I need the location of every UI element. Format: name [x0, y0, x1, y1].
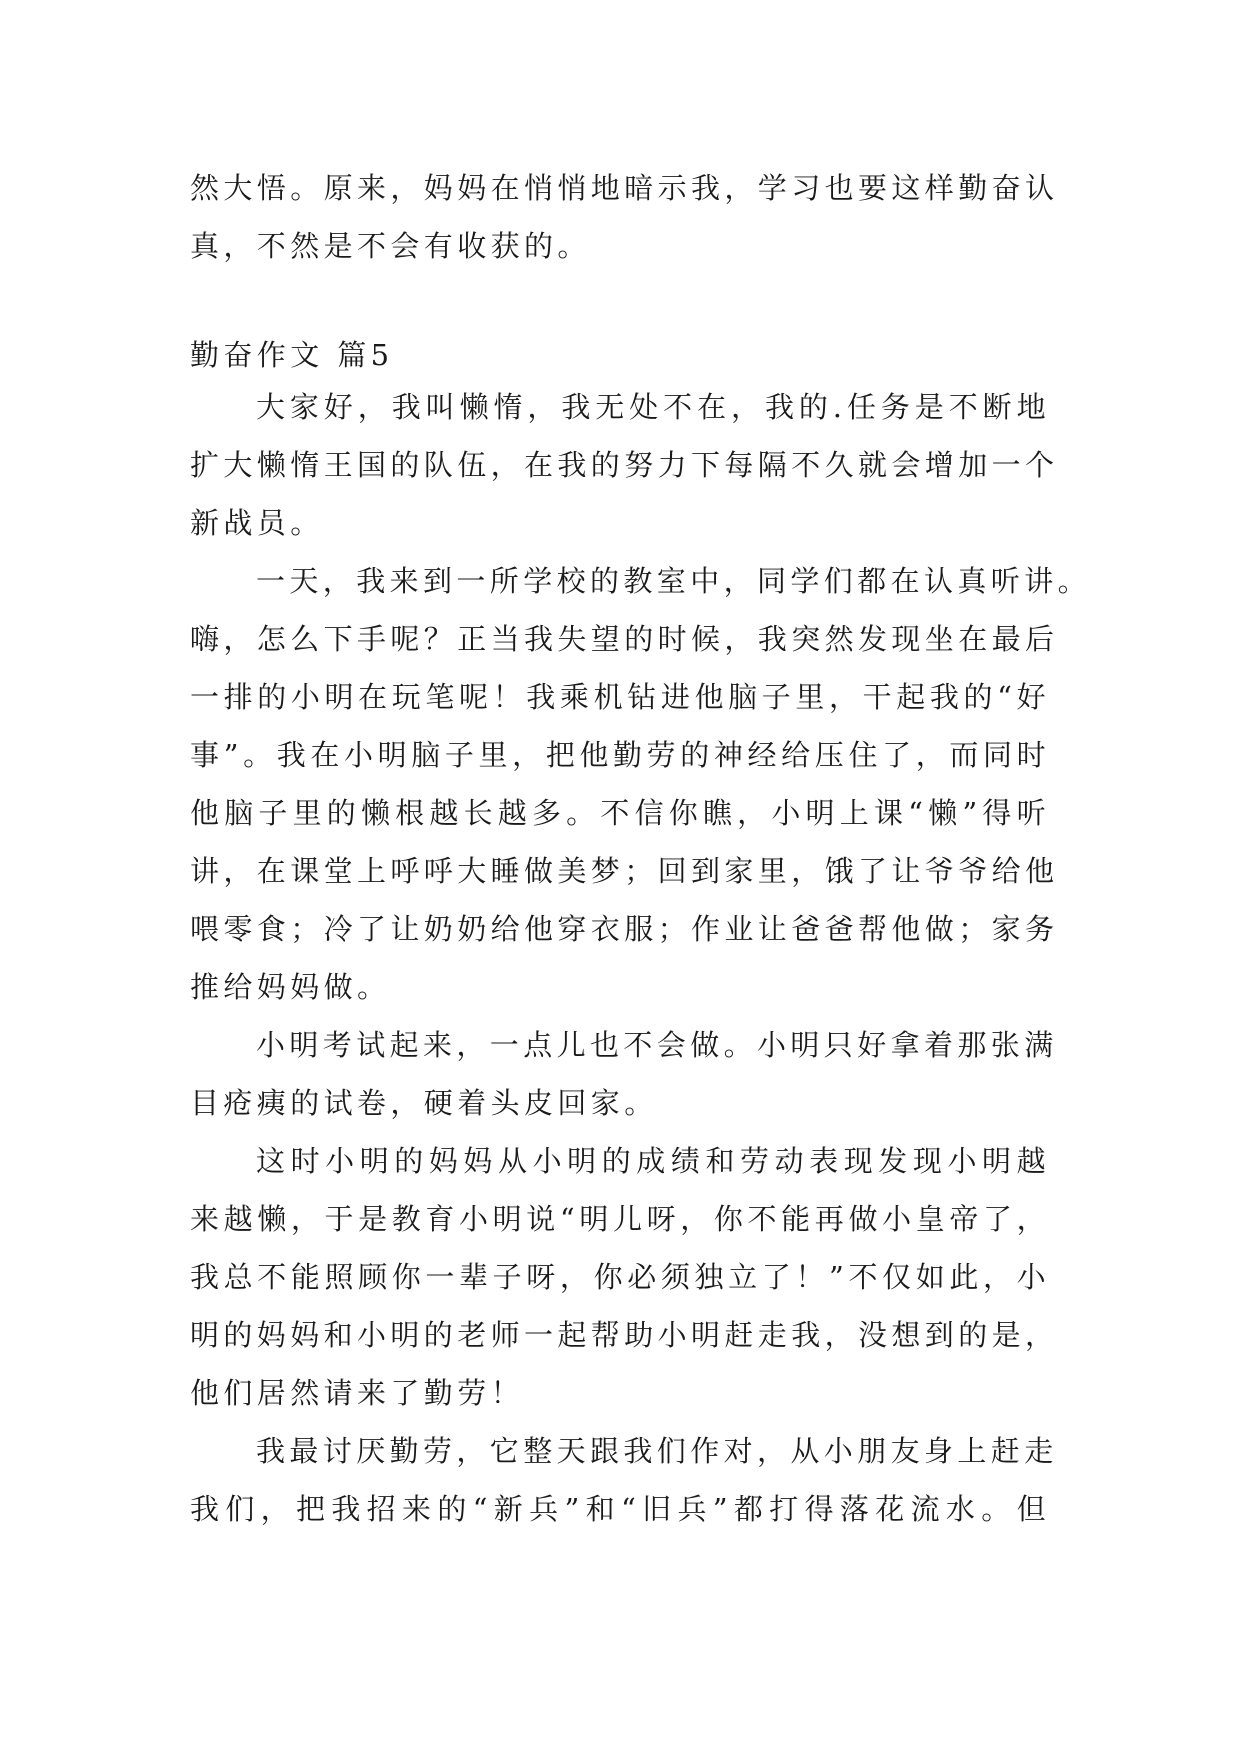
text-line: 喂零食；冷了让奶奶给他穿衣服；作业让爸爸帮他做；家务: [190, 912, 1059, 946]
text-line: 目疮痍的试卷，硬着头皮回家。: [190, 1086, 658, 1120]
text-line: 他们居然请来了勤劳！: [190, 1376, 525, 1410]
text-line: 大家好，我叫懒惰，我无处不在，我的.任务是不断地: [256, 390, 1050, 424]
text-line: 来越懒，于是教育小明说“明儿呀，你不能再做小皇帝了，: [190, 1202, 1050, 1236]
text-line: 真，不然是不会有收获的。: [190, 229, 591, 263]
text-line: 一排的小明在玩笔呢！我乘机钻进他脑子里，干起我的“好: [190, 680, 1050, 714]
text-line: 推给妈妈做。: [190, 970, 391, 1004]
text-line: 一天，我来到一所学校的教室中，同学们都在认真听讲。: [256, 564, 1092, 598]
text-line: 事”。我在小明脑子里，把他勤劳的神经给压住了，而同时: [190, 738, 1050, 772]
text-line: 嗨，怎么下手呢？正当我失望的时候，我突然发现坐在最后: [190, 622, 1059, 656]
text-line: 讲，在课堂上呼呼大睡做美梦；回到家里，饿了让爷爷给他: [190, 854, 1059, 888]
text-line: 小明考试起来，一点儿也不会做。小明只好拿着那张满: [256, 1028, 1058, 1062]
section-title: 勤奋作文 篇5: [190, 338, 394, 372]
text-line: 我最讨厌勤劳，它整天跟我们作对，从小朋友身上赶走: [256, 1434, 1058, 1468]
text-line: 然大悟。原来，妈妈在悄悄地暗示我，学习也要这样勤奋认: [190, 171, 1059, 205]
text-line: 我们，把我招来的“新兵”和“旧兵”都打得落花流水。但: [190, 1492, 1050, 1526]
text-line: 扩大懒惰王国的队伍，在我的努力下每隔不久就会增加一个: [190, 448, 1059, 482]
text-line: 新战员。: [190, 506, 324, 540]
text-line: 这时小明的妈妈从小明的成绩和劳动表现发现小明越: [256, 1144, 1050, 1178]
text-line: 他脑子里的懒根越长越多。不信你瞧，小明上课“懒”得听: [190, 796, 1050, 830]
text-line: 明的妈妈和小明的老师一起帮助小明赶走我，没想到的是，: [190, 1318, 1059, 1352]
text-line: 我总不能照顾你一辈子呀，你必须独立了！”不仅如此，小: [190, 1260, 1050, 1294]
